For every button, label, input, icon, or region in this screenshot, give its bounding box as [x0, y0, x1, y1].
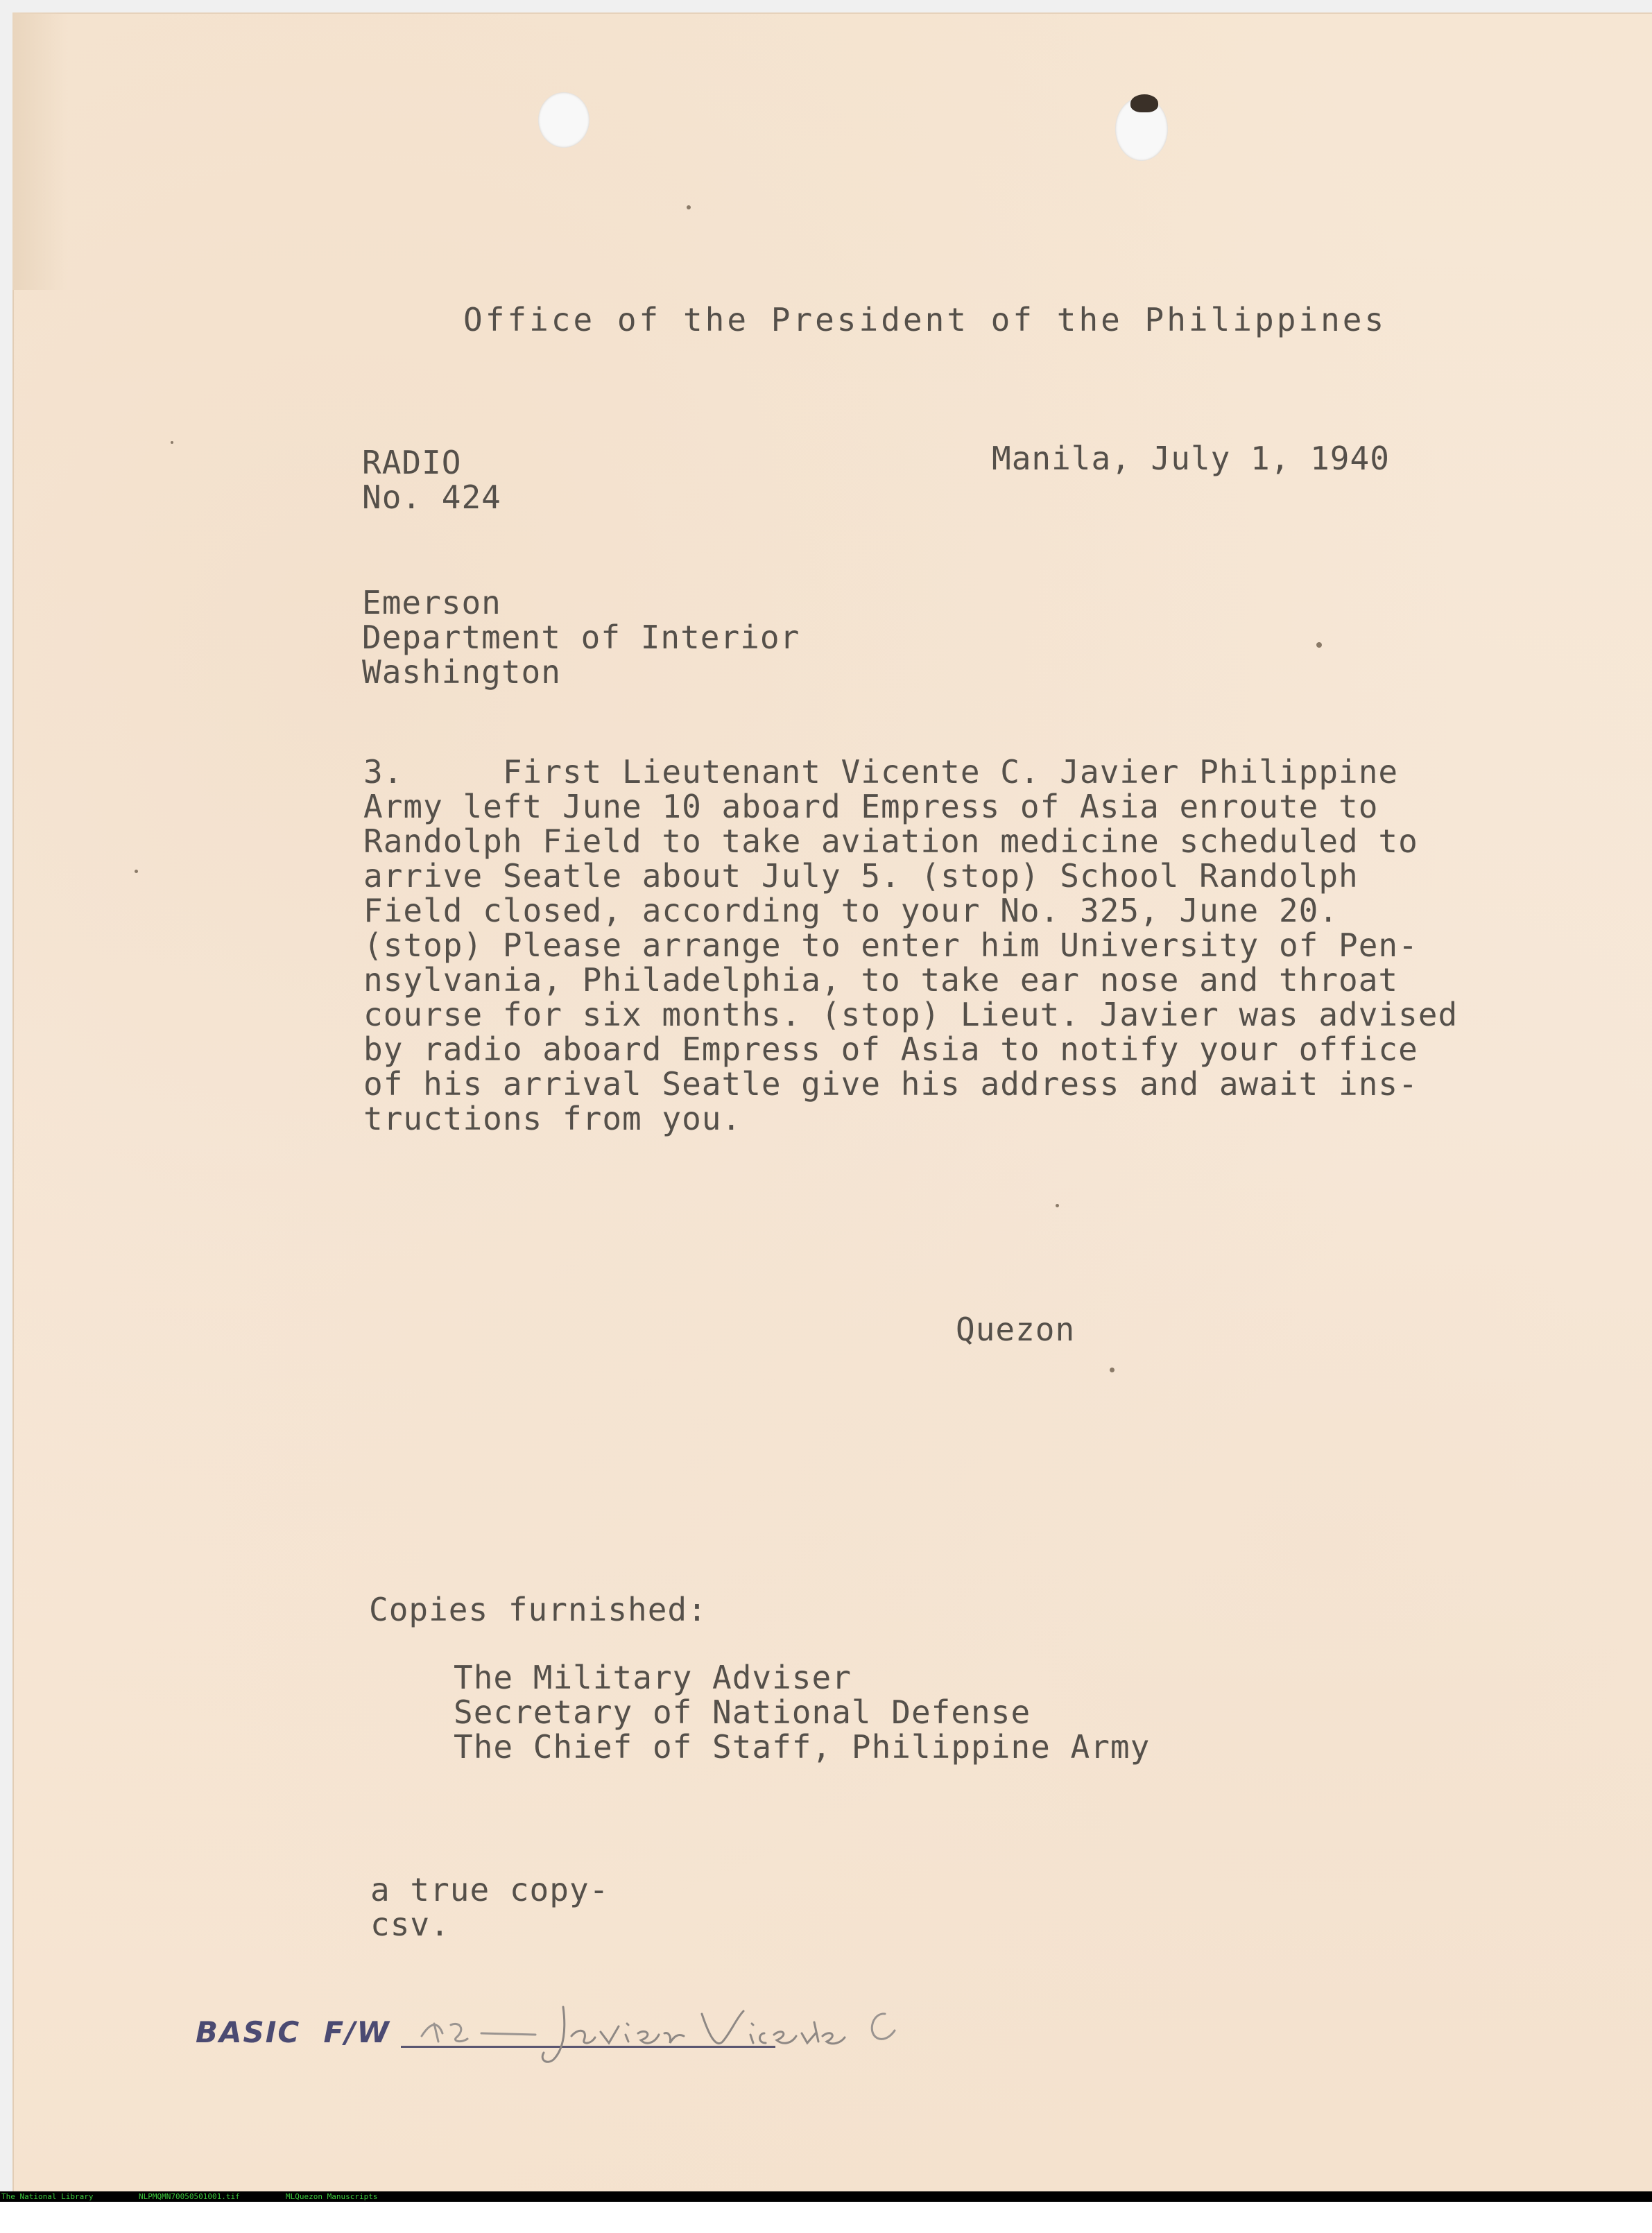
attestation-line: a true copy-	[370, 1871, 610, 1908]
paper-fold-edge	[12, 12, 68, 290]
handwriting-stroke	[872, 2014, 895, 2039]
message-body	[363, 755, 1458, 1136]
copies-list	[454, 1660, 1150, 1764]
message-number: No. 424	[362, 478, 501, 516]
message-type: RADIO	[362, 444, 462, 481]
body-line: of his arrival Seatle give his address and await ins-	[363, 1065, 1418, 1103]
copies-item: The Military Adviser	[454, 1659, 852, 1696]
copies-heading: Copies furnished:	[369, 1591, 707, 1628]
attestation-initials: csv.	[370, 1906, 450, 1943]
body-line: Randolph Field to take aviation medicine scheduled to	[363, 822, 1418, 860]
body-line: nsylvania, Philadelphia, to take ear nose and throat	[363, 961, 1399, 999]
copies-item: Secretary of National Defense	[454, 1693, 1031, 1731]
body-line: course for six months. (stop) Lieut. Javier was advised	[363, 996, 1459, 1033]
paper-speck	[135, 870, 138, 873]
body-line: arrive Seatle about July 5. (stop) School Randolph	[363, 857, 1359, 895]
copies-item: The Chief of Staff, Philippine Army	[454, 1728, 1151, 1766]
paper-speck	[687, 205, 691, 209]
handwriting-stroke	[702, 2011, 845, 2044]
body-line: by radio aboard Empress of Asia to notify your office	[363, 1031, 1418, 1068]
signature-name: Quezon	[956, 1311, 1076, 1348]
punch-hole-left	[538, 92, 590, 148]
letterhead-title: Office of the President of the Philippines	[463, 301, 1387, 338]
message-date: Manila, July 1, 1940	[992, 440, 1390, 477]
recipient-name: Emerson	[362, 584, 501, 621]
footer-collection: MLQuezon Manuscripts	[286, 2192, 378, 2201]
footer-file-id: NLPMQMN70050501001.tif	[139, 2192, 240, 2201]
body-line: tructions from you.	[363, 1100, 742, 1137]
recipient-department: Department of Interior	[362, 619, 800, 656]
recipient-address	[362, 585, 800, 689]
punch-hole-right	[1115, 97, 1168, 161]
paper-speck	[1316, 642, 1322, 648]
handwritten-file-note	[418, 1993, 917, 2069]
paper-speck	[1110, 1368, 1115, 1372]
scan-footer	[0, 2191, 1652, 2202]
body-line: Field closed, according to your No. 325, June 20.	[363, 892, 1339, 929]
footer-library: The National Library	[1, 2192, 94, 2201]
handwritten-text: 120- Javier, Vicente C	[418, 2067, 436, 2069]
body-line: Army left June 10 aboard Empress of Asia enroute to	[363, 788, 1379, 825]
message-header	[362, 445, 501, 515]
handwriting-stroke	[422, 2024, 535, 2042]
recipient-city: Washington	[362, 653, 561, 691]
attestation	[370, 1872, 609, 1942]
paper-speck	[171, 441, 173, 444]
body-line: 3. First Lieutenant Vicente C. Javier Philippine	[363, 753, 1399, 791]
handwriting-stroke	[542, 2007, 684, 2062]
paper-speck	[1056, 1204, 1059, 1207]
body-line: (stop) Please arrange to enter him University of Pen-	[363, 926, 1418, 964]
file-stamp-label: BASIC F/W	[196, 2015, 390, 2049]
